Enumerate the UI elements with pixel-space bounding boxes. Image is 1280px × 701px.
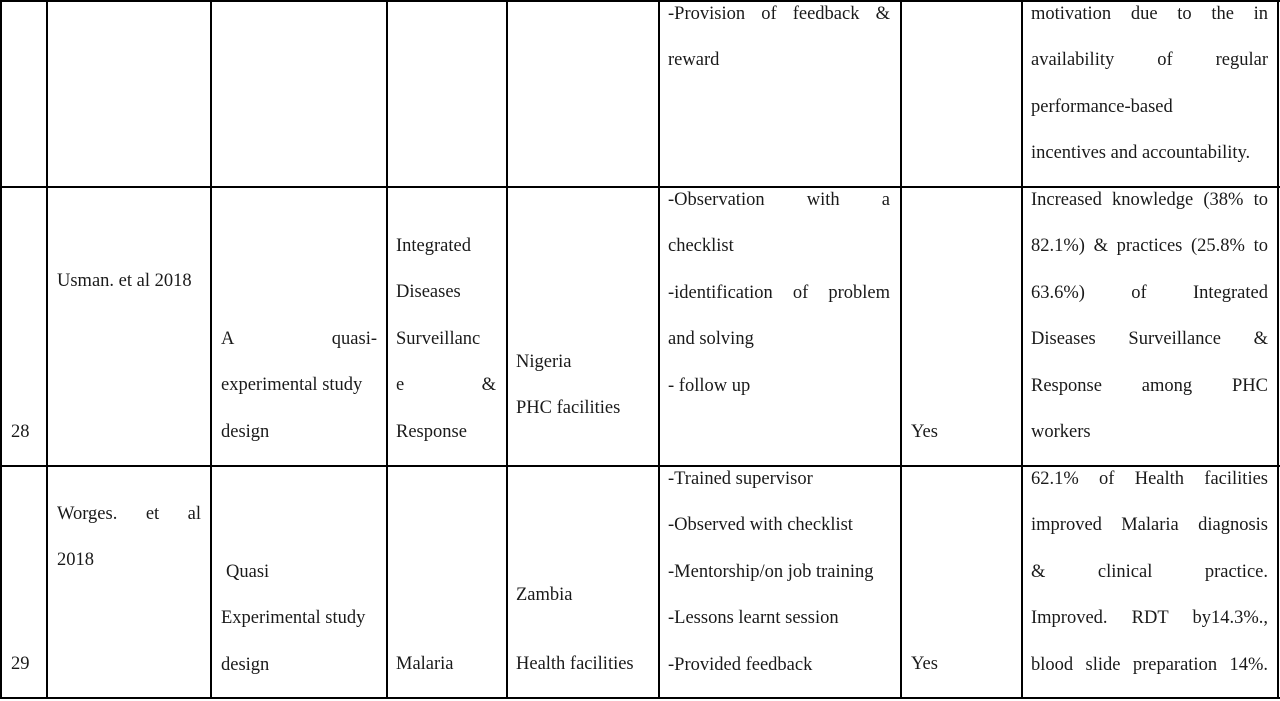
cell-line: 2018: [57, 550, 94, 571]
table-cell-outcome: [1031, 456, 1268, 688]
cell-line: Usman. et al 2018: [57, 271, 192, 291]
table-cell-design: [221, 316, 377, 455]
setting-country: Zambia: [516, 585, 573, 605]
table-cell-effective: [911, 409, 1011, 455]
cell-line: -Provided feedback: [668, 654, 813, 675]
cell-line: blood slide preparation 14%.: [1031, 654, 1268, 675]
table-cell-methods: [668, 456, 894, 688]
column-divider: [0, 0, 2, 699]
row-number: 28: [11, 422, 30, 442]
table-cell-topic: [396, 641, 496, 687]
table-cell-setting: [516, 339, 656, 432]
table-cell-topic: [396, 223, 496, 455]
table-cell-outcome: [1031, 177, 1268, 455]
cell-line: Diseases: [396, 282, 461, 303]
cell-line: reward: [668, 50, 720, 71]
table-cell-number: [11, 409, 45, 455]
row-divider: [0, 697, 1280, 699]
cell-line: motivation due to the in: [1031, 4, 1268, 24]
cell-line: -Mentorship/on job training: [668, 561, 874, 582]
table-cell-methods: [668, 177, 890, 409]
cell-line: and solving: [668, 329, 754, 350]
cell-line: A quasi-: [221, 329, 377, 349]
cell-line: Malaria: [396, 654, 454, 674]
table-cell-effective: [911, 641, 1011, 687]
column-divider: [1277, 0, 1279, 699]
cell-line: incentives and accountability.: [1031, 143, 1251, 164]
cell-line: e &: [396, 375, 496, 396]
cell-line: design: [221, 421, 270, 442]
column-divider: [900, 0, 902, 699]
cell-line: availability of regular: [1031, 50, 1268, 71]
cell-line: checklist: [668, 236, 734, 257]
effective-value: Yes: [911, 654, 938, 674]
cell-line: Improved. RDT by14.3%.,: [1031, 608, 1268, 629]
table-cell-design: [221, 549, 377, 688]
cell-line: Surveillanc: [396, 328, 481, 349]
cell-line: Quasi: [226, 562, 270, 582]
cell-line: performance-based: [1031, 96, 1173, 117]
cell-line: Response: [396, 421, 467, 442]
cell-line: design: [221, 654, 270, 675]
cell-line: -Observation with a: [668, 190, 890, 210]
cell-line: -Observed with checklist: [668, 515, 853, 536]
cell-line: 82.1%) & practices (25.8% to: [1031, 236, 1268, 257]
cell-line: -identification of problem: [668, 282, 890, 303]
setting-site: Health facilities: [516, 654, 634, 675]
cell-line: Integrated: [396, 236, 471, 256]
cell-line: 62.1% of Health facilities: [1031, 469, 1268, 489]
column-divider: [46, 0, 48, 699]
cell-line: -Lessons learnt session: [668, 608, 839, 629]
table-cell-outcome: [1031, 0, 1268, 177]
cell-line: Response among PHC: [1031, 375, 1268, 396]
cell-line: 63.6%) of Integrated: [1031, 282, 1268, 303]
setting-country: Nigeria: [516, 352, 572, 372]
cell-line: Worges. et al: [57, 504, 201, 524]
column-divider: [210, 0, 212, 699]
cell-line: experimental study: [221, 375, 363, 396]
cell-line: improved Malaria diagnosis: [1031, 515, 1268, 536]
cell-line: -Trained supervisor: [668, 469, 813, 489]
column-divider: [658, 0, 660, 699]
effective-value: Yes: [911, 422, 938, 442]
column-divider: [386, 0, 388, 699]
table-cell-number: [11, 641, 45, 687]
cell-line: & clinical practice.: [1031, 561, 1268, 582]
cell-line: Experimental study: [221, 608, 366, 629]
table-cell-author: [57, 491, 201, 584]
column-divider: [1021, 0, 1023, 699]
cell-line: - follow up: [668, 375, 751, 396]
table-cell-author: [57, 258, 207, 304]
setting-site: PHC facilities: [516, 398, 621, 419]
cell-line: workers: [1031, 421, 1091, 442]
cell-line: Diseases Surveillance &: [1031, 329, 1268, 350]
row-number: 29: [11, 654, 30, 674]
cell-line: Increased knowledge (38% to: [1031, 190, 1268, 210]
column-divider: [506, 0, 508, 699]
table-cell-methods: [668, 0, 890, 84]
table-cell-setting: [516, 572, 656, 688]
cell-line: -Provision of feedback &: [668, 4, 890, 24]
